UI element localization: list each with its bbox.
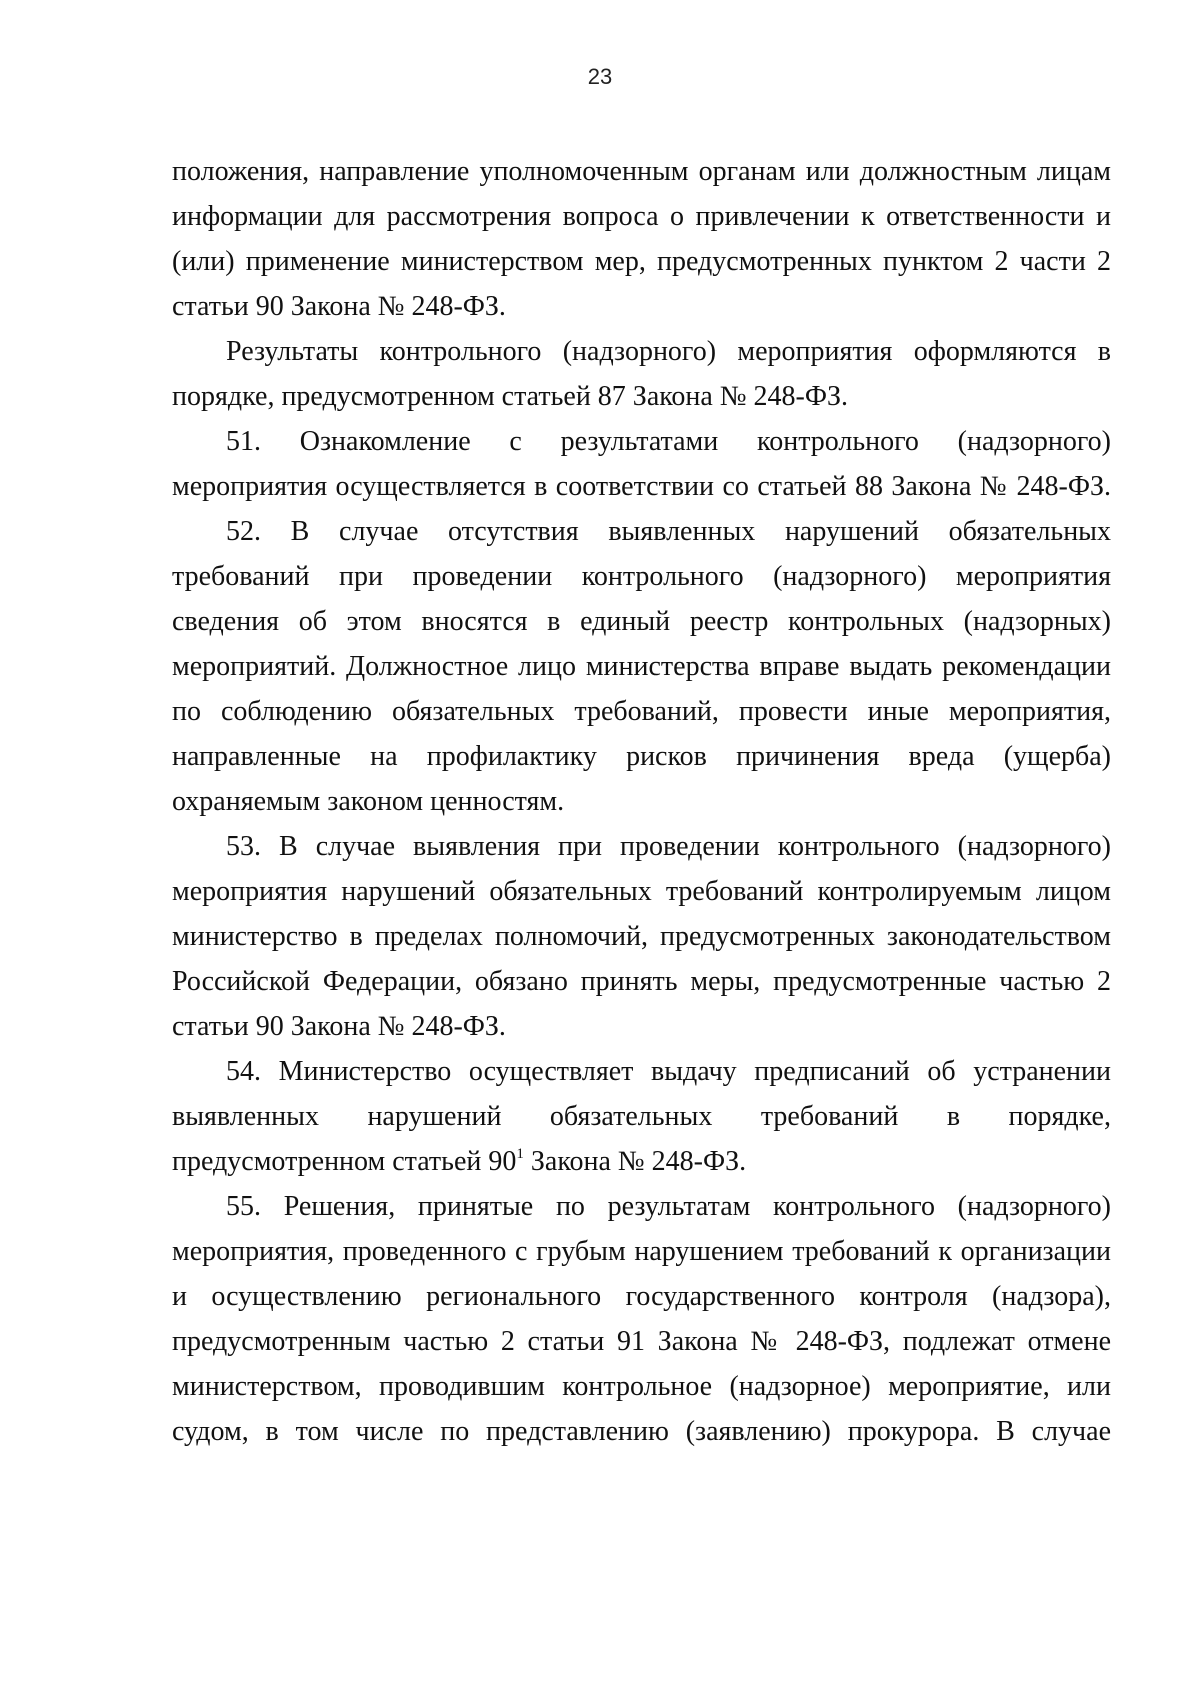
text-fragment: Закона № 248-ФЗ. (523, 1146, 747, 1177)
text-line: Результаты контрольного (надзорного) мероприятия оформляются в (226, 336, 1111, 367)
text-line: мероприятия осуществляется в соответствии со статьей 88 Закона № 248-ФЗ. (172, 471, 1111, 502)
text-line-with-superscript (172, 1142, 746, 1182)
text-line: 53. В случае выявления при проведении контрольного (надзорного) (226, 831, 1111, 862)
text-line: информации для рассмотрения вопроса о привлечении к ответственности и (172, 201, 1111, 232)
text-line: и осуществлению регионального государственного контроля (надзора), (172, 1281, 1111, 1312)
text-fragment: предусмотренном статьей 90 (172, 1146, 517, 1177)
text-line: судом, в том числе по представлению (заявлению) прокурора. В случае (172, 1416, 1111, 1447)
text-line: охраняемым законом ценностям. (172, 786, 565, 817)
page-number: 23 (587, 64, 613, 89)
text-line: мероприятия нарушений обязательных требований контролируемым лицом (172, 876, 1111, 907)
text-line: выявленных нарушений обязательных требований в порядке, (172, 1101, 1111, 1132)
text-line: сведения об этом вносятся в единый реестр контрольных (надзорных) (172, 606, 1111, 637)
text-line: министерство в пределах полномочий, предусмотренных законодательством (172, 921, 1111, 952)
text-line: мероприятия, проведенного с грубым нарушением требований к организации (172, 1236, 1111, 1267)
text-line: статьи 90 Закона № 248-ФЗ. (172, 1011, 506, 1042)
text-line: предусмотренным частью 2 статьи 91 Закона № 248-ФЗ, подлежат отмене (172, 1326, 1111, 1357)
text-line: направленные на профилактику рисков причинения вреда (ущерба) (172, 741, 1111, 772)
text-line: по соблюдению обязательных требований, провести иные мероприятия, (172, 696, 1111, 727)
superscript: 1 (516, 1146, 524, 1162)
text-line: статьи 90 Закона № 248-ФЗ. (172, 291, 506, 322)
text-line: положения, направление уполномоченным органам или должностным лицам (172, 156, 1111, 187)
text-line: министерством, проводившим контрольное (надзорное) мероприятие, или (172, 1371, 1111, 1402)
text-line: 52. В случае отсутствия выявленных нарушений обязательных (226, 516, 1111, 547)
text-line: порядке, предусмотренном статьей 87 Закона № 248-ФЗ. (172, 381, 849, 412)
text-line: (или) применение министерством мер, предусмотренных пунктом 2 части 2 (172, 246, 1111, 277)
text-line: Российской Федерации, обязано принять меры, предусмотренные частью 2 (172, 966, 1111, 997)
text-line: 54. Министерство осуществляет выдачу предписаний об устранении (226, 1056, 1111, 1087)
text-line: требований при проведении контрольного (надзорного) мероприятия (172, 561, 1111, 592)
text-line: 51. Ознакомление с результатами контрольного (надзорного) (226, 426, 1111, 457)
text-line: мероприятий. Должностное лицо министерства вправе выдать рекомендации (172, 651, 1111, 682)
text-line: 55. Решения, принятые по результатам контрольного (надзорного) (226, 1191, 1111, 1222)
